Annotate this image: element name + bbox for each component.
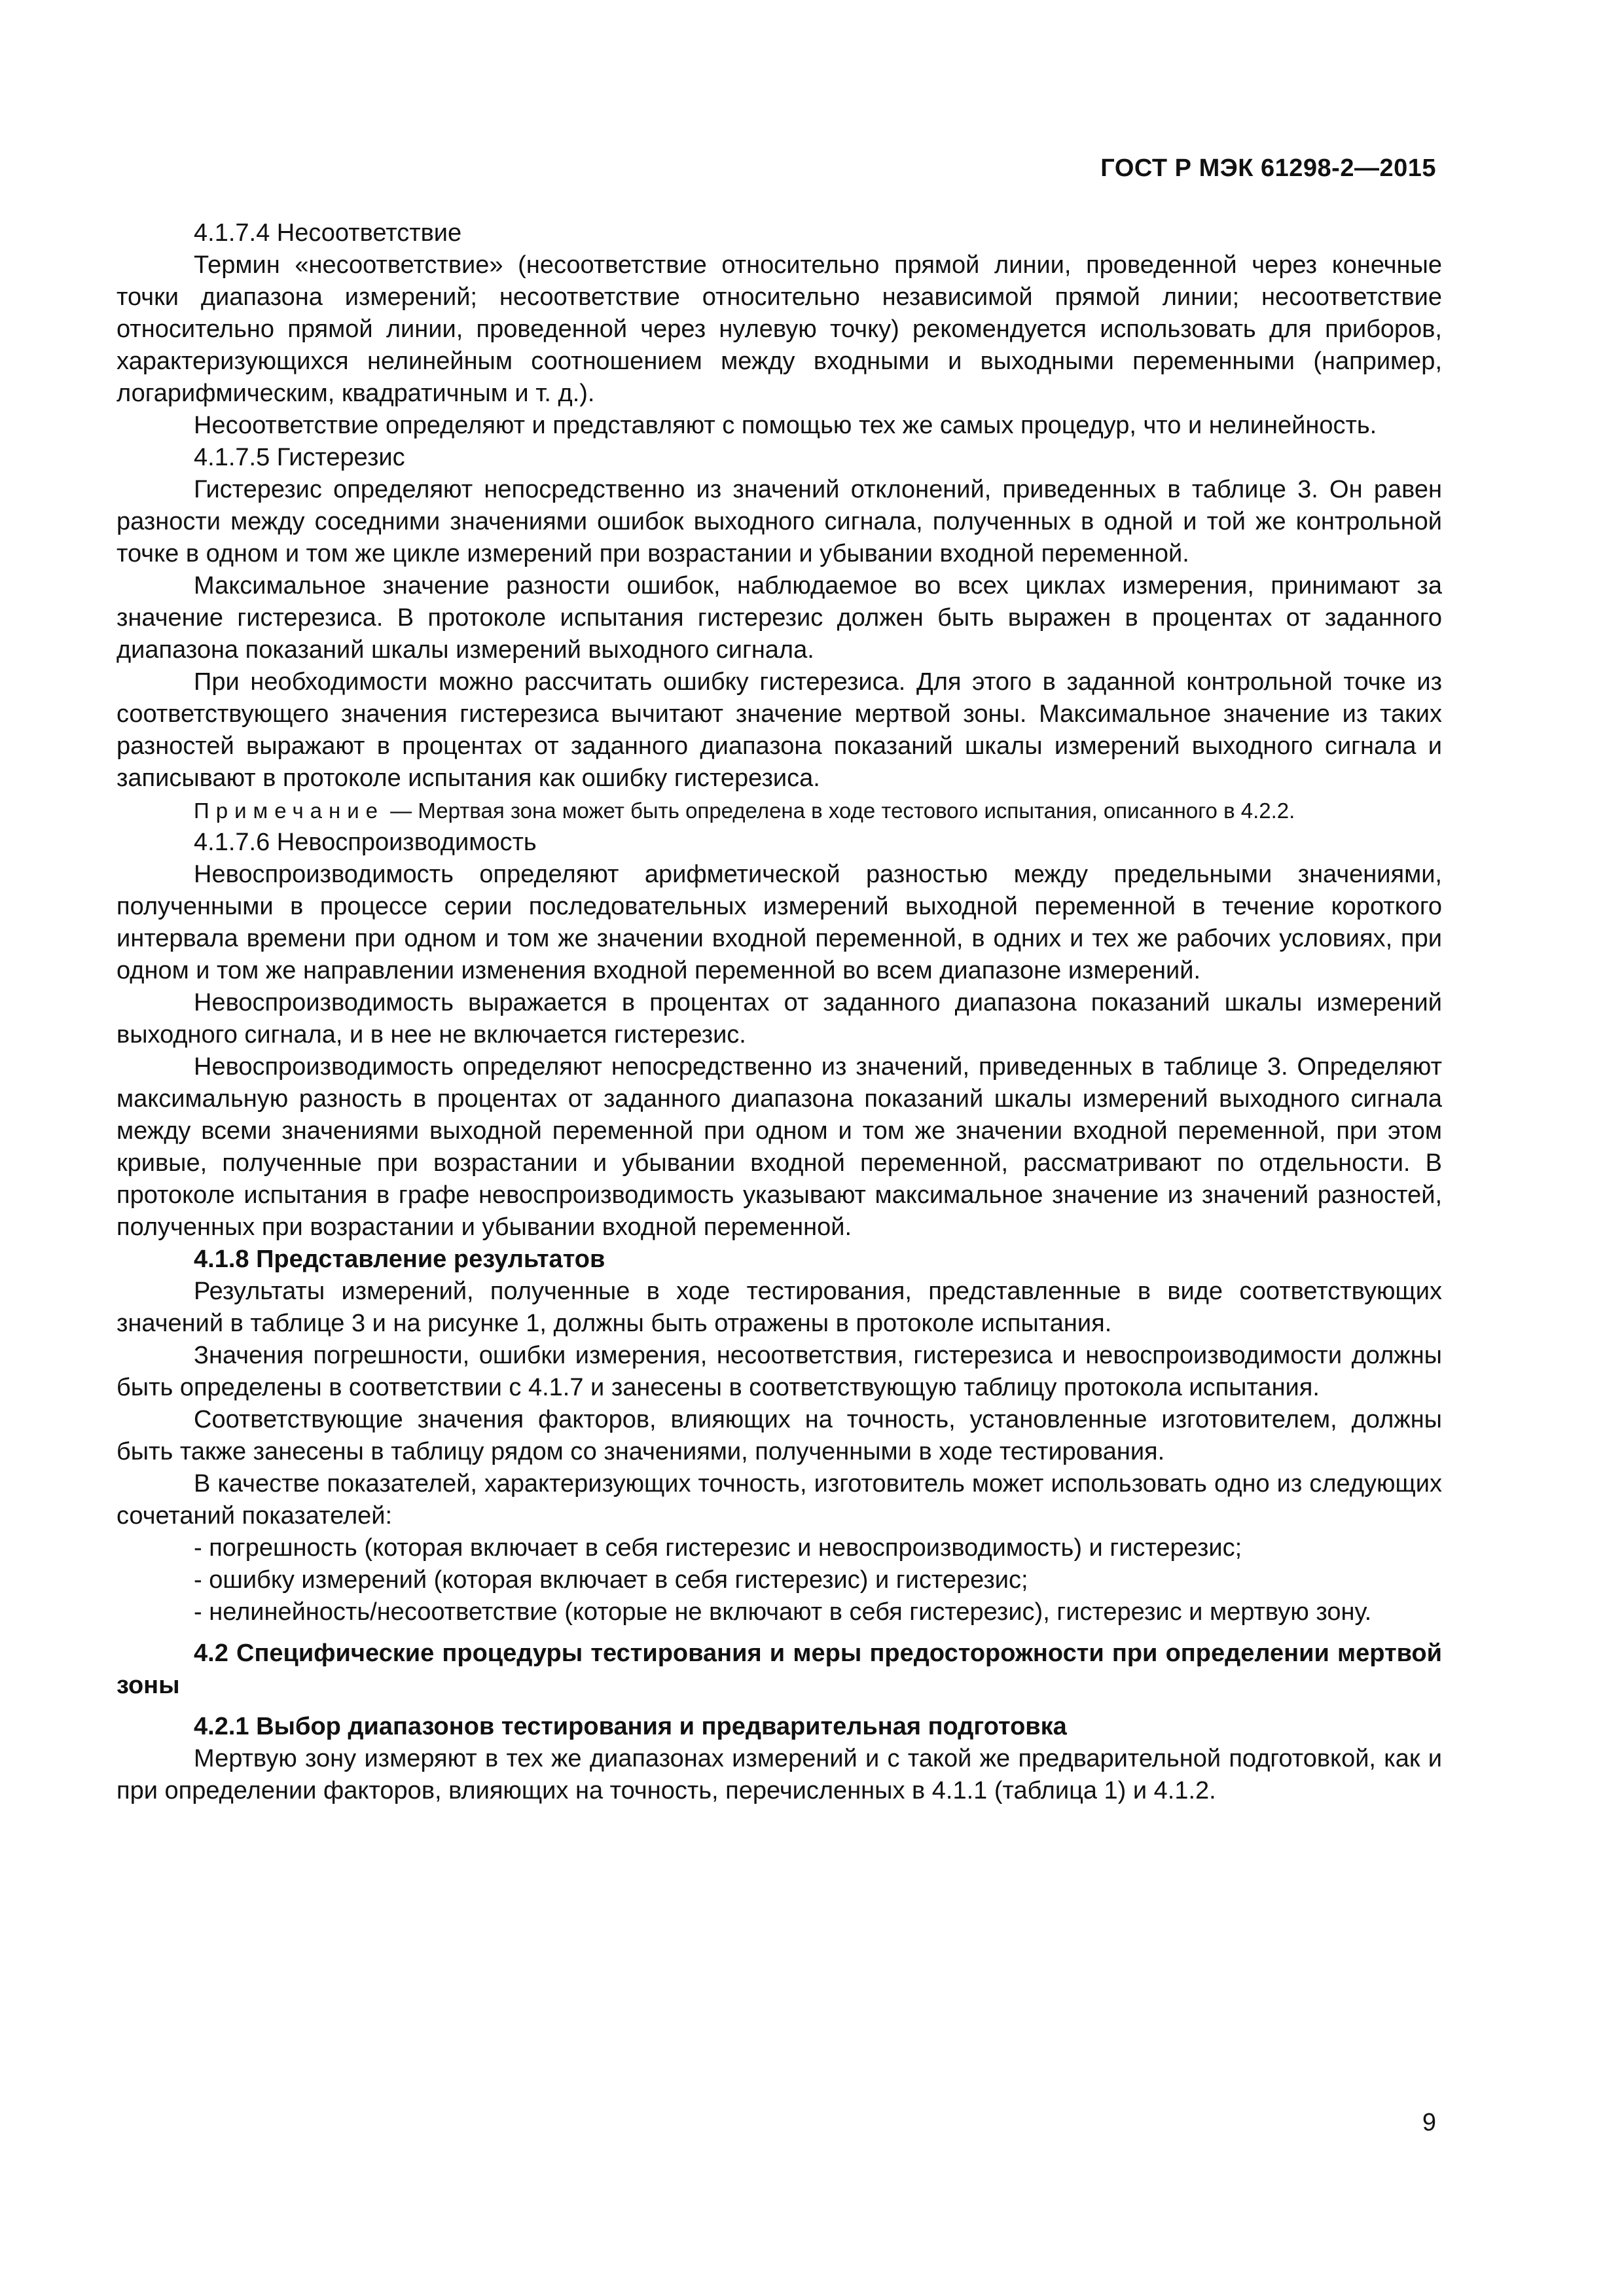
heading-4-1-7-5: 4.1.7.5 Гистерезис bbox=[194, 444, 405, 471]
paragraph: Гистерезис определяют непосредственно из значений отклонений, приведенных в таблице 3. Он равен разности между соседними значениями ошибок выходного сигнала, полученных в одной и той же контрольной точке в одном и том же цикле измерений при возрастании и убывании входной переменной. bbox=[117, 476, 1442, 567]
list-item: - ошибку измерений (которая включает в себя гистерезис) и гистерезис; bbox=[194, 1566, 1028, 1594]
paragraph: Значения погрешности, ошибки измерения, несоответствия, гистерезиса и невоспроизводимости должны быть определены в соответствии с 4.1.7 и занесены в соответствующую таблицу протокола испытания. bbox=[117, 1342, 1442, 1401]
heading-4-2-1: 4.2.1 Выбор диапазонов тестирования и предварительная подготовка bbox=[194, 1713, 1067, 1740]
document-body bbox=[117, 217, 1442, 1807]
note-text: — Мертвая зона может быть определена в ходе тестового испытания, описанного в 4.2.2. bbox=[384, 798, 1295, 823]
heading-4-1-8: 4.1.8 Представление результатов bbox=[194, 1246, 605, 1273]
paragraph: В качестве показателей, характеризующих точность, изготовитель может использовать одно из следующих сочетаний показателей: bbox=[117, 1470, 1442, 1530]
paragraph: Мертвую зону измеряют в тех же диапазонах измерений и с такой же предварительной подготовкой, как и при определении факторов, влияющих на точность, перечисленных в 4.1.1 (таблица 1) и 4.1.2. bbox=[117, 1745, 1442, 1804]
document-header-standard-id: ГОСТ Р МЭК 61298-2—2015 bbox=[1100, 154, 1436, 182]
paragraph: Соответствующие значения факторов, влияющих на точность, установленные изготовителем, должны быть также занесены в таблицу рядом со значениями, полученными в ходе тестирования. bbox=[117, 1406, 1442, 1465]
paragraph: Результаты измерений, полученные в ходе тестирования, представленные в виде соответствующих значений в таблице 3 и на рисунке 1, должны быть отражены в протоколе испытания. bbox=[117, 1278, 1442, 1337]
heading-4-1-7-4: 4.1.7.4 Несоответствие bbox=[194, 219, 462, 247]
paragraph: Термин «несоответствие» (несоответствие относительно прямой линии, проведенной через конечные точки диапазона измерений; несоответствие относительно независимой прямой линии; несоответствие относительно прямой линии, проведенной через нулевую точку) рекомендуется использовать для приборов, характеризующихся нелинейным соотношением между входными и выходными переменными (например, логарифмическим, квадратичным и т. д.). bbox=[117, 251, 1442, 407]
paragraph: Невоспроизводимость определяют арифметической разностью между предельными значениями, полученными в процессе серии последовательных измерений выходной переменной в течение короткого интервала времени при одном и том же значении входной переменной, в одних и тех же рабочих условиях, при одном и том же направлении изменения входной переменной во всем диапазоне измерений. bbox=[117, 861, 1442, 984]
paragraph: При необходимости можно рассчитать ошибку гистерезиса. Для этого в заданной контрольной точке из соответствующего значения гистерезиса вычитают значение мертвой зоны. Максимальное значение из таких разностей выражают в процентах от заданного диапазона показаний шкалы измерений выходного сигнала и записывают в протоколе испытания как ошибку гистерезиса. bbox=[117, 668, 1442, 792]
paragraph: Максимальное значение разности ошибок, наблюдаемое во всех циклах измерения, принимают за значение гистерезиса. В протоколе испытания гистерезис должен быть выражен в процентах от заданного диапазона показаний шкалы измерений выходного сигнала. bbox=[117, 572, 1442, 664]
list-item: - погрешность (которая включает в себя гистерезис и невоспроизводимость) и гистерезис; bbox=[194, 1534, 1242, 1562]
list-item: - нелинейность/несоответствие (которые не включают в себя гистерезис), гистерезис и мертвую зону. bbox=[194, 1598, 1372, 1626]
heading-4-1-7-6: 4.1.7.6 Невоспроизводимость bbox=[194, 829, 537, 856]
heading-4-2: 4.2 Специфические процедуры тестирования и меры предосторожности при определении мертвой зоны bbox=[117, 1640, 1442, 1699]
note bbox=[117, 795, 1442, 827]
note-label: Примечание bbox=[194, 798, 385, 823]
paragraph: Невоспроизводимость определяют непосредственно из значений, приведенных в таблице 3. Определяют максимальную разность в процентах от заданного диапазона показаний шкалы измерений выходного сигнала между всеми значениями выходной переменной при одном и том же значении входной переменной, при этом кривые, полученные при возрастании и убывании входной переменной, рассматривают по отдельности. В протоколе испытания в графе невоспроизводимость указывают максимальное значение из значений разностей, полученных при возрастании и убывании входной переменной. bbox=[117, 1053, 1442, 1241]
paragraph: Невоспроизводимость выражается в процентах от заданного диапазона показаний шкалы измерений выходного сигнала, и в нее не включается гистерезис. bbox=[117, 989, 1442, 1049]
page-number: 9 bbox=[1422, 2109, 1436, 2136]
paragraph: Несоответствие определяют и представляют с помощью тех же самых процедур, что и нелинейность. bbox=[194, 412, 1377, 439]
